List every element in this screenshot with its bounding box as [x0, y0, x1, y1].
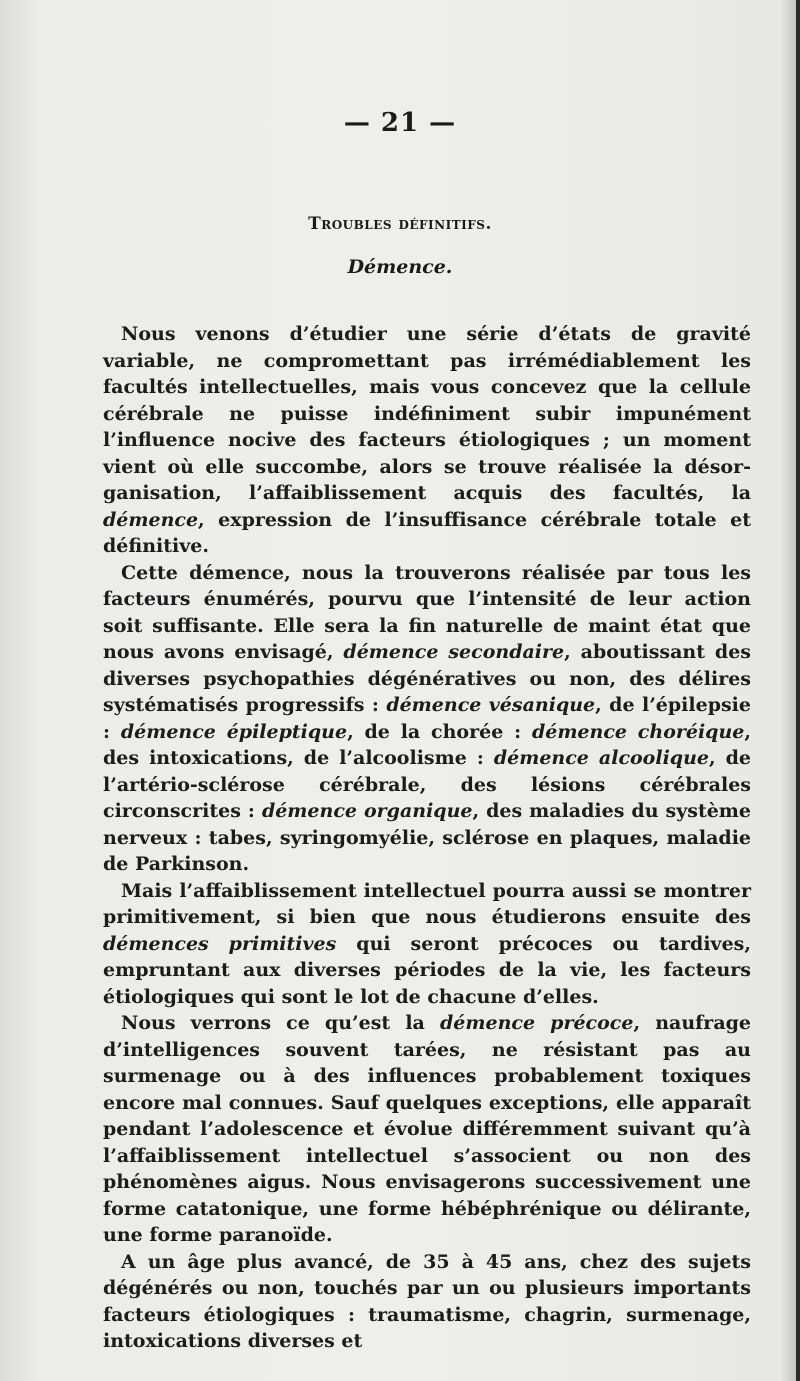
page-number: — 21 —: [343, 108, 457, 138]
paragraph: [103, 878, 751, 1011]
text-run: , aboutissant des diverses psychopathies dégénératives ou non, des délires systématisés progressifs :: [103, 641, 751, 716]
paragraph: [103, 1010, 751, 1249]
italic-term: démence organique: [261, 800, 473, 822]
text-run: , de l’épilepsie :: [103, 694, 751, 743]
italic-term: démence choréique: [531, 720, 745, 743]
italic-term: démences primitives: [103, 932, 337, 955]
paragraph: [103, 1249, 751, 1355]
text-run: , de la chorée :: [347, 720, 532, 743]
italic-term: démence vésanique: [386, 694, 596, 716]
italic-term: démence: [103, 508, 199, 531]
text-run: Cette démence, nous la trouverons réalisée par tous les facteurs énumérés, pourvu que l’intensité de leur action soit suffisante. Elle sera la fin naturelle de maint état que nous avons envisagé,: [103, 561, 751, 663]
italic-term: démence épileptique: [120, 720, 348, 743]
text-run: , de l’artério-sclérose cérébrale, des lésions cérébrales circonscrites :: [103, 747, 751, 822]
body-text: [103, 321, 751, 1355]
text-run: Nous verrons ce qu’est la: [121, 1012, 440, 1034]
text-run: Nous venons d’étudier une série d’états de gravité variable, ne compromettant pas irrémédiablement les facultés intellectuelles, mais vous concevez que la cellule cérébrale ne puisse indéfiniment subir impunément l’influence nocive des facteurs étiologiques ; un moment vient où elle succombe, alors se trouve réalisée la désorganisation, l’affaiblissement acquis des facultés, la: [103, 323, 751, 504]
paragraph: [103, 560, 751, 878]
text-run: qui seront précoces ou tardives, empruntant aux diverses périodes de la vie, les facteurs étiologiques qui sont le lot de chacune d’elles.: [103, 932, 751, 1008]
text-run: Mais l’affaiblissement intellectuel pourra aussi se montrer primitivement, si bien que nous étudierons ensuite des: [103, 879, 751, 928]
italic-term: démence alcoolique: [493, 747, 709, 769]
text-run: , expression de l’insuffisance cérébrale totale et définitive.: [103, 508, 751, 557]
section-title: Troubles définitifs.: [308, 214, 492, 234]
subsection-title: Démence.: [347, 256, 453, 278]
text-run: , des intoxications, de l’alcoolisme :: [103, 720, 751, 769]
text-run: A un âge plus avancé, de 35 à 45 ans, chez des sujets dégénérés ou non, touchés par un ou plusieurs importants facteurs étiologiques : traumatisme, chagrin, surmenage, intoxications diverses et: [103, 1250, 751, 1352]
text-run: , des maladies du système nerveux : tabes, syringomyélie, sclérose en plaques, maladie de Parkinson.: [103, 800, 752, 875]
text-run: , naufrage d’intelligences souvent tarées, ne résistant pas au surmenage ou à des influences probablement toxiques encore mal connues. Sauf quelques exceptions, elle apparaît pendant l’adolescence et évolue différemment suivant qu’à l’affaiblissement intellectuel s’associent ou non des phénomènes aigus. Nous envisagerons successivement une forme catatonique, une forme hébéphrénique ou délirante, une forme paranoïde.: [103, 1012, 752, 1246]
italic-term: démence précoce: [440, 1012, 634, 1034]
italic-term: démence secondaire: [343, 641, 565, 663]
paragraph: [103, 321, 751, 560]
